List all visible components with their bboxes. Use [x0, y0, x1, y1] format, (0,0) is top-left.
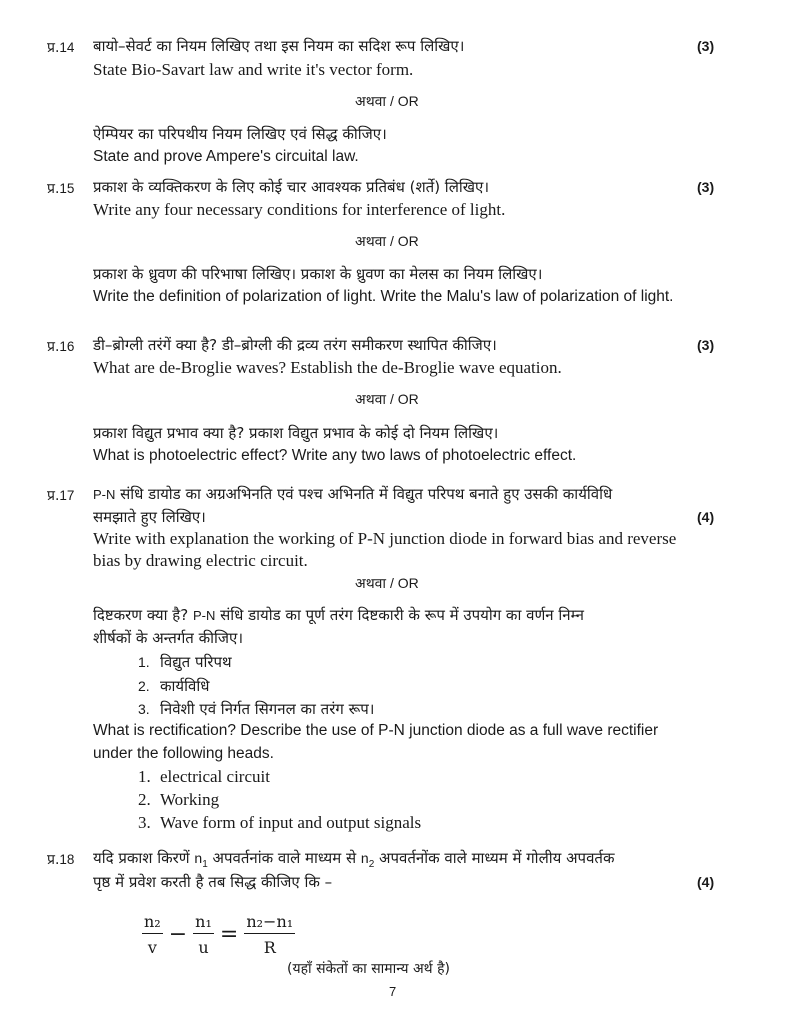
- question-number-value: 16: [59, 339, 75, 354]
- question-number-value: 14: [59, 40, 75, 55]
- question-number-17: [47, 486, 74, 505]
- pn-label: P-N: [192, 608, 216, 623]
- question-number-15: [47, 179, 74, 198]
- q18-part-c: अपवर्तनोंक वाले माध्यम में गोलीय अपवर्तक: [374, 849, 615, 867]
- list-item: [138, 676, 209, 696]
- or-separator: [355, 574, 419, 593]
- q16-alt-text-hindi: प्रकाश विद्युत प्रभाव क्या है? प्रकाश विद्युत प्रभाव के कोई दो नियम लिखिए।: [93, 424, 499, 442]
- question-number-value: 17: [59, 488, 75, 503]
- list-item: [138, 790, 219, 810]
- subscript: 2: [368, 858, 375, 870]
- or-separator: [355, 232, 419, 251]
- q18-part-b: अपवर्तनांक वाले माध्यम से: [207, 849, 361, 867]
- list-number: 3.: [138, 813, 151, 832]
- list-number: 2.: [138, 678, 150, 694]
- list-text: कार्यविधि: [160, 677, 210, 695]
- pn-label: P-N: [93, 487, 116, 502]
- q15-alt-text-hindi: प्रकाश के ध्रुवण की परिभाषा लिखिए। प्रकाश के ध्रुवण का मेलस का नियम लिखिए।: [93, 265, 543, 283]
- question-prefix: प्र.: [47, 40, 60, 56]
- n-symbol: n: [194, 850, 203, 866]
- question-prefix: प्र.: [47, 852, 60, 868]
- list-text: विद्युत परिपथ: [160, 653, 232, 671]
- q16-alt-text-english: What is photoelectric effect? Write any two laws of photoelectric effect.: [93, 447, 577, 464]
- list-number: 1.: [138, 654, 150, 670]
- n-symbol: n: [360, 850, 369, 866]
- q15-text-english: Write any four necessary conditions for interference of light.: [93, 200, 506, 219]
- q17-hindi-line1-text: संधि डायोड का अग्रअभिनति एवं पश्च अभिनति में विद्युत परिपथ बनाते हुए उसकी कार्यविधि: [115, 485, 613, 503]
- list-item: [138, 652, 232, 672]
- fraction-rhs: [244, 912, 295, 957]
- list-item: [138, 699, 374, 719]
- q17-alt-hindi-part-b: संधि डायोड का पूर्ण तरंग दिष्टकारी के रूप में उपयोग का वर्णन निम्न: [215, 606, 584, 624]
- q14-alt-text-hindi: ऐम्पियर का परिपथीय नियम लिखिए एवं सिद्ध कीजिए।: [93, 125, 387, 143]
- q18-part-a: यदि प्रकाश किरणें: [93, 849, 195, 867]
- q15-text-hindi: प्रकाश के व्यक्तिकरण के लिए कोई चार आवश्यक प्रतिबंध (शर्ते) लिखिए।: [93, 178, 490, 196]
- fraction-n1-over-u: [193, 912, 214, 957]
- denominator: R: [263, 938, 276, 957]
- q15-marks: (3): [697, 179, 715, 195]
- q17-text-english-line2: bias by drawing electric circuit.: [93, 551, 308, 570]
- question-prefix: प्र.: [47, 339, 60, 355]
- numerator: n₂−n₁: [244, 912, 295, 934]
- or-label-english: OR: [397, 391, 419, 407]
- q18-text-hindi-line1: [93, 848, 614, 870]
- or-label-english: OR: [397, 93, 419, 109]
- list-item: [138, 813, 421, 833]
- q17-alt-text-english-line2: under the following heads.: [93, 745, 274, 762]
- numerator: n₁: [193, 912, 214, 934]
- q17-alt-text-english-line1: What is rectification? Describe the use of P-N junction diode as a full wave rectifier: [93, 722, 659, 739]
- mirror-refraction-equation: [140, 912, 297, 957]
- subscript: 1: [202, 858, 208, 870]
- q17-alt-text-hindi-line2: शीर्षकों के अन्तर्गत कीजिए।: [93, 629, 244, 647]
- symbol-n1: [194, 850, 208, 870]
- list-number: 1.: [138, 767, 151, 786]
- list-text: electrical circuit: [160, 767, 270, 786]
- or-slash: /: [386, 391, 398, 407]
- q15-alt-text-english: Write the definition of polarization of light. Write the Malu's law of polarization of light.: [93, 288, 674, 305]
- page-number: 7: [389, 984, 397, 999]
- or-separator: [355, 390, 419, 409]
- list-number: 2.: [138, 790, 151, 809]
- numerator: n₂: [142, 912, 163, 934]
- minus-sign: −: [168, 922, 188, 947]
- or-slash: /: [386, 233, 398, 249]
- equation-note: (यहाँ संकेतों का सामान्य अर्थ है): [287, 961, 450, 977]
- q14-text-hindi: बायो–सेवर्ट का नियम लिखिए तथा इस नियम का सदिश रूप लिखिए।: [93, 37, 465, 55]
- q16-text-hindi: डी–ब्रोग्ली तरंगें क्या है? डी–ब्रोग्ली की द्रव्य तरंग समीकरण स्थापित कीजिए।: [93, 336, 497, 354]
- denominator: u: [198, 938, 209, 957]
- or-slash: /: [386, 575, 398, 591]
- or-label-hindi: अथवा: [355, 576, 387, 592]
- list-text: Wave form of input and output signals: [160, 813, 422, 832]
- question-number-14: [47, 38, 74, 57]
- q16-text-english: What are de-Broglie waves? Establish the de-Broglie wave equation.: [93, 358, 562, 377]
- q17-text-hindi-line2: समझाते हुए लिखिए।: [93, 508, 206, 526]
- or-label-hindi: अथवा: [355, 392, 387, 408]
- q14-alt-text-english: State and prove Ampere's circuital law.: [93, 148, 359, 165]
- q17-text-english-line1: Write with explanation the working of P-N junction diode in forward bias and reverse: [93, 529, 677, 548]
- q14-marks: (3): [697, 38, 715, 54]
- q17-marks: (4): [697, 509, 715, 525]
- list-item: [138, 767, 270, 787]
- q17-text-hindi-line1: [93, 484, 612, 504]
- question-number-16: [47, 337, 74, 356]
- q16-marks: (3): [697, 337, 715, 353]
- or-label-english: OR: [397, 575, 419, 591]
- list-number: 3.: [138, 701, 150, 717]
- equals-sign: =: [219, 922, 239, 947]
- q14-text-english: State Bio-Savart law and write it's vector form.: [93, 60, 414, 79]
- question-number-value: 18: [59, 852, 75, 867]
- q18-text-hindi-line2: पृष्ठ में प्रवेश करती है तब सिद्ध कीजिए कि –: [93, 873, 333, 891]
- or-label-english: OR: [397, 233, 419, 249]
- q18-marks: (4): [697, 874, 715, 890]
- or-slash: /: [386, 93, 398, 109]
- list-text: Working: [160, 790, 220, 809]
- q17-alt-text-hindi-line1: [93, 605, 584, 625]
- question-prefix: प्र.: [47, 181, 60, 197]
- or-label-hindi: अथवा: [355, 234, 387, 250]
- question-prefix: प्र.: [47, 488, 60, 504]
- fraction-n2-over-v: [142, 912, 163, 957]
- symbol-n2: [360, 850, 375, 870]
- list-text: निवेशी एवं निर्गत सिगनल का तरंग रूप।: [160, 700, 375, 718]
- question-number-value: 15: [59, 181, 75, 196]
- or-separator: [355, 92, 419, 111]
- question-number-18: [47, 850, 74, 869]
- or-label-hindi: अथवा: [355, 94, 387, 110]
- denominator: v: [147, 938, 157, 957]
- q17-alt-hindi-part-a: दिष्टकरण क्या है?: [93, 606, 193, 624]
